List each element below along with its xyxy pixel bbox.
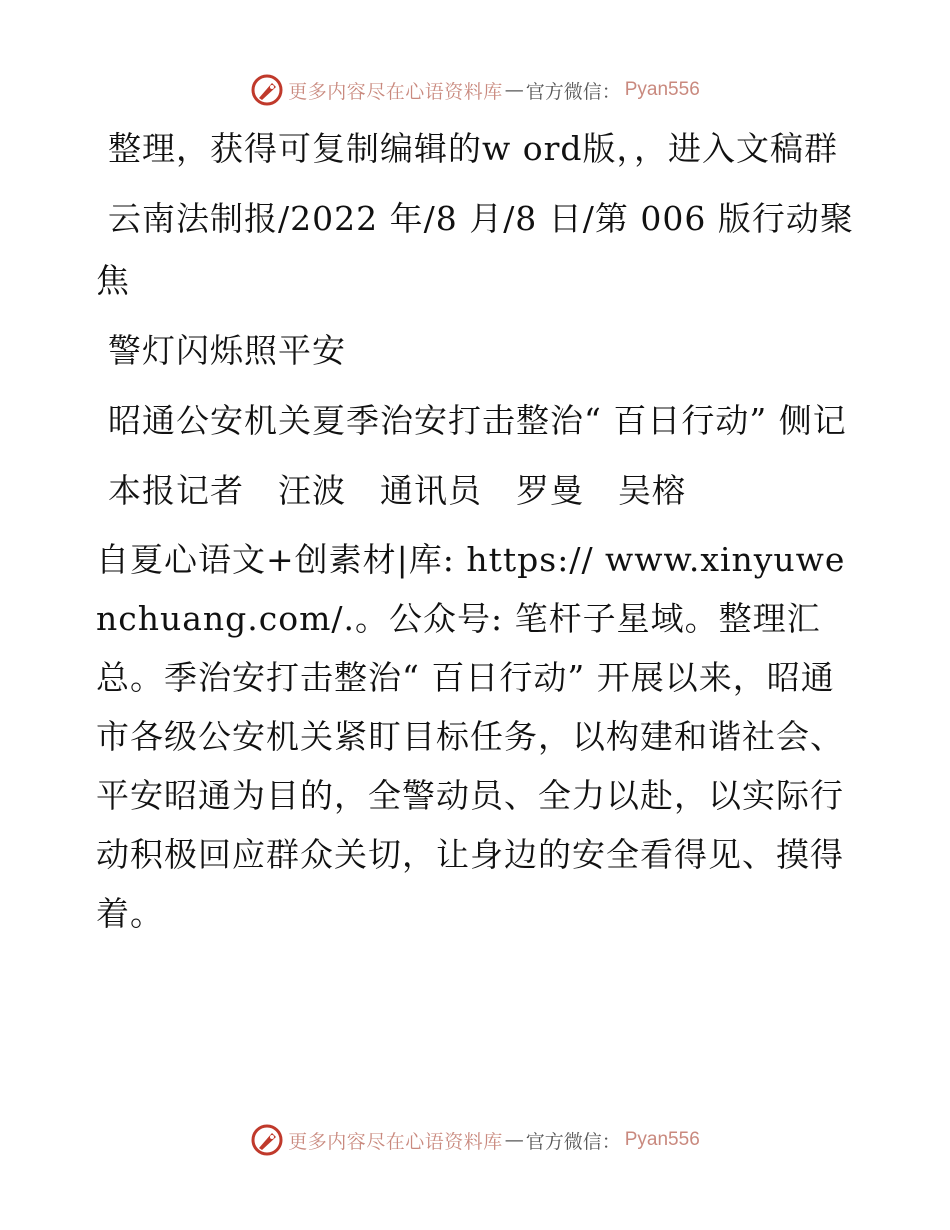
footer-watermark-banner [0,1120,950,1160]
source-line [96,188,856,312]
title-text: 警灯闪烁照平安 [108,331,346,370]
watermark-separator: — [504,1129,524,1151]
body-paragraph [96,530,856,943]
source-text: 云南法制报/2022 年/8 月/8 日/第 006 版行动聚焦 [96,199,854,300]
watermark-id: Pyan556 [624,79,700,100]
article-title [96,320,856,382]
body-text: 自夏心语文+创素材|库: https:// www.xinyuwenchuang.com/.。公众号: 笔杆子星域。整理汇总。季治安打击整治“ 百日行动” 开展以来，昭通市各级公安机关紧盯目标任务，以构建和谐社会、平安昭通为目的，全警动员、全力以赴，以实际行动积极回应群众关切，让身边的安全看得见、摸得着。 [96,540,846,933]
header-watermark-banner [0,70,950,110]
watermark-separator: — [504,79,524,101]
watermark-label: 官方微信： [525,1130,621,1153]
watermark-label: 官方微信： [525,80,621,103]
document-content [96,118,856,976]
subtitle-text: 昭通公安机关夏季治安打击整治“ 百日行动” 侧记 [108,401,847,440]
intro-paragraph [96,118,856,180]
article-subtitle [96,390,856,452]
byline-text: 本报记者 汪波 通讯员 罗曼 吴榕 [108,471,686,510]
pen-nib-logo-icon [250,73,284,107]
watermark-text: 更多内容尽在心语资料库 [288,80,503,103]
watermark-text: 更多内容尽在心语资料库 [288,1130,503,1153]
watermark-id: Pyan556 [624,1129,700,1150]
pen-nib-logo-icon [250,1123,284,1157]
intro-text: 整理，获得可复制编辑的w ord版，，进入文稿群 [108,129,839,168]
byline [96,460,856,522]
